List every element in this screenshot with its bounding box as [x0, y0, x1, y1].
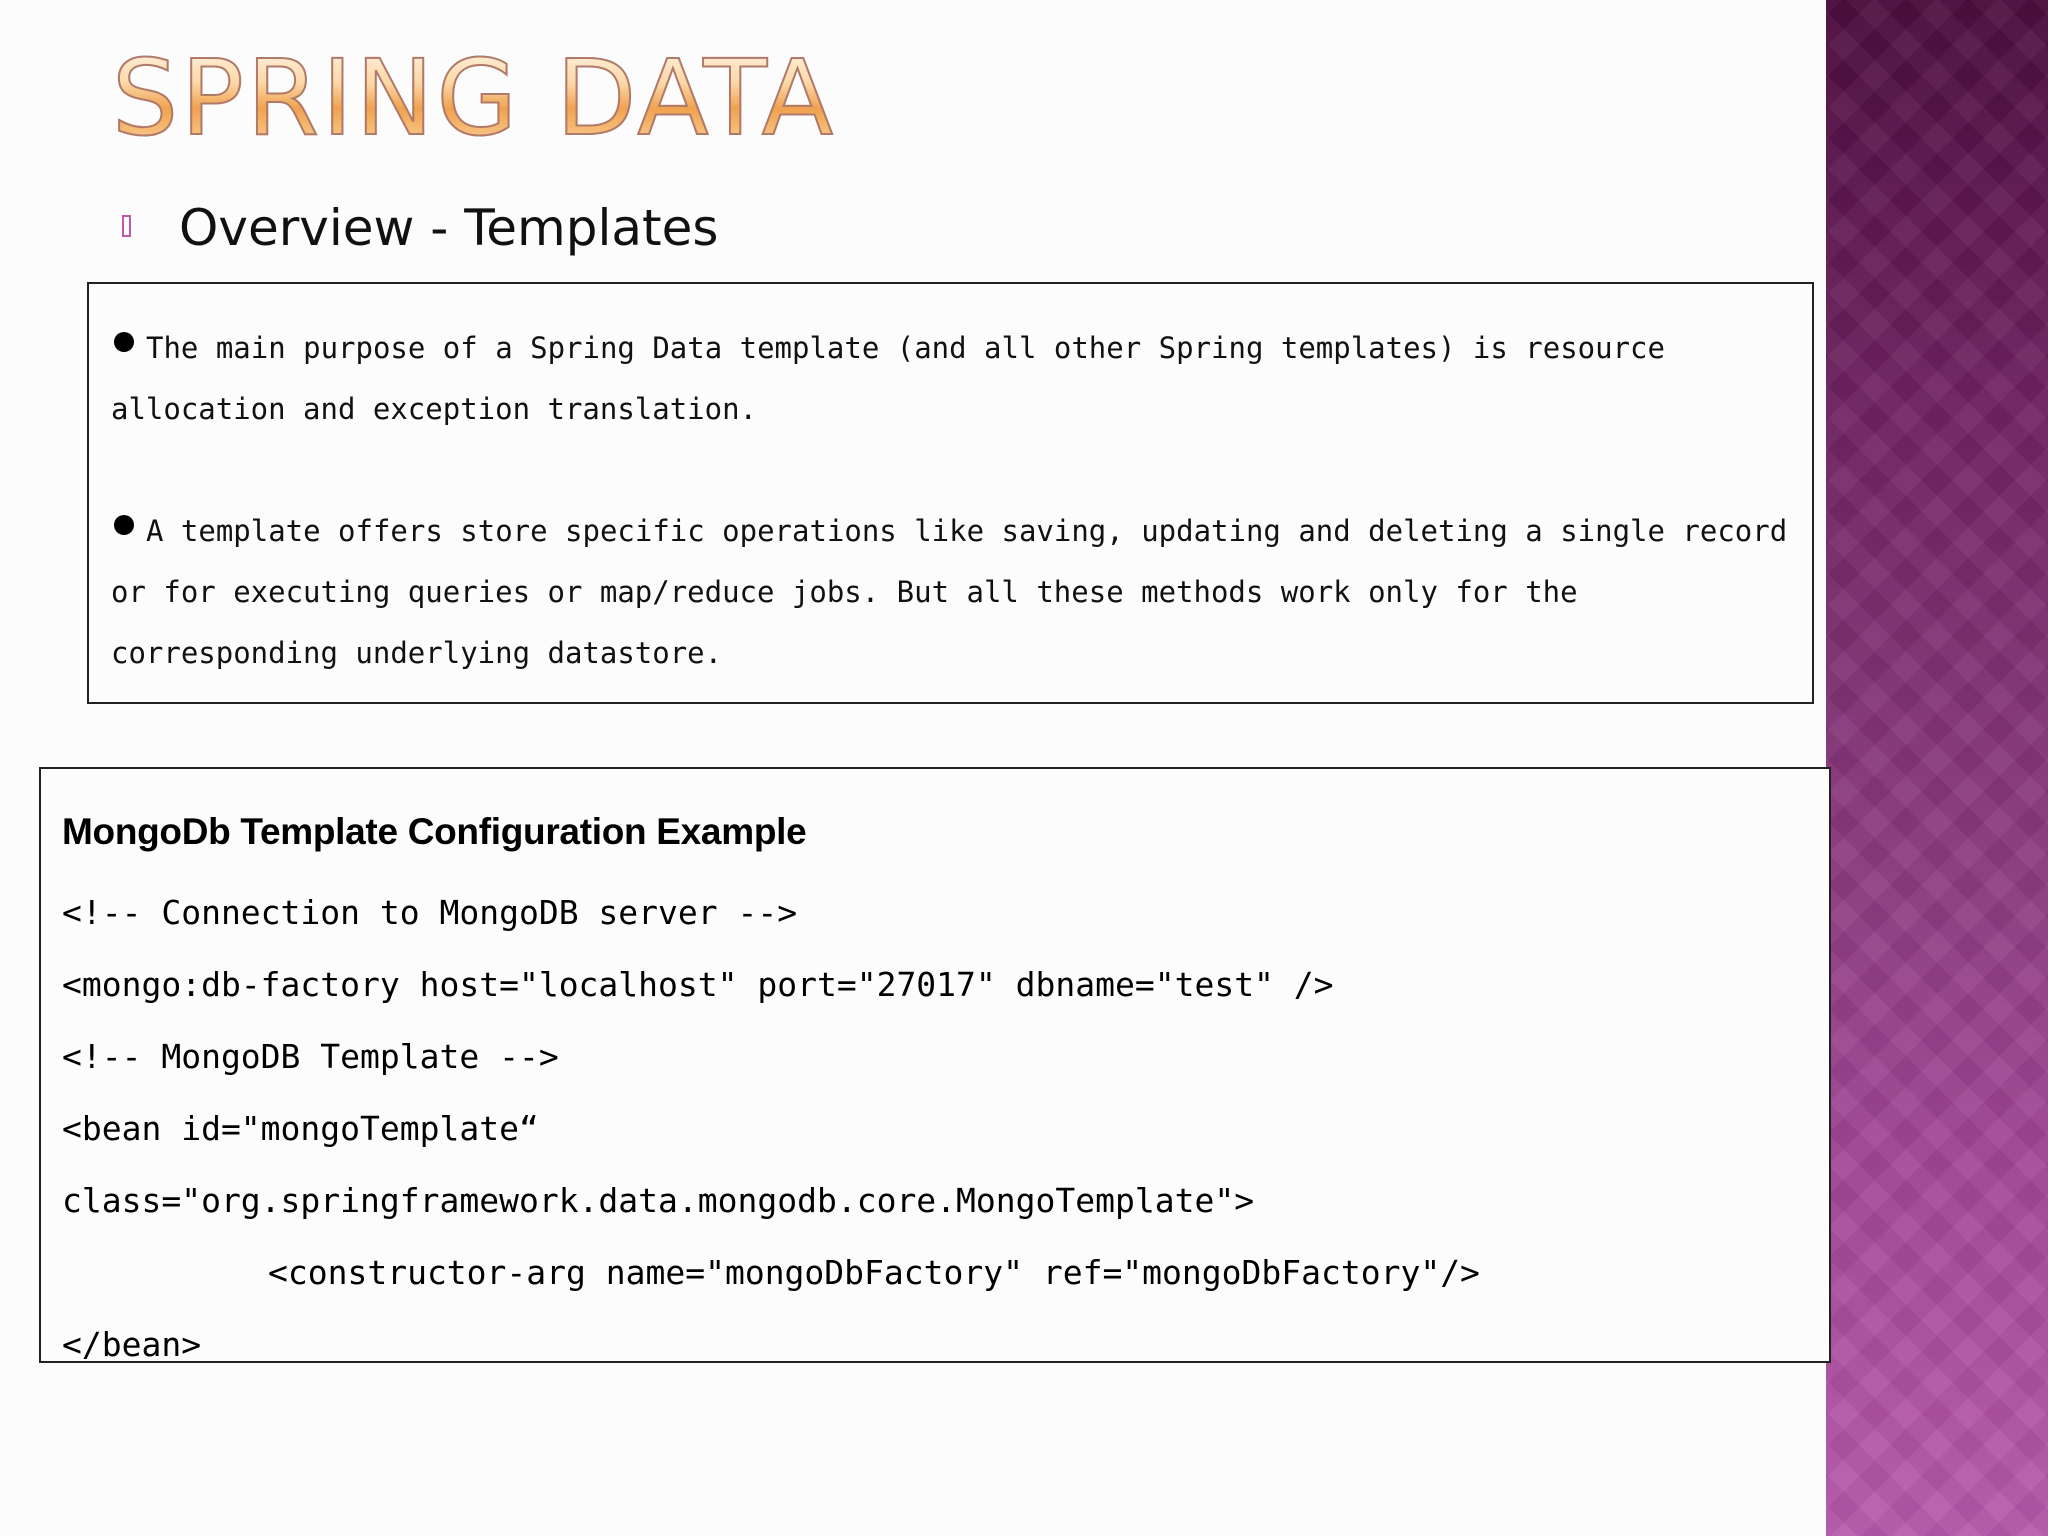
subtitle-bullet-icon [122, 215, 131, 237]
code-line: class="org.springframework.data.mongodb.core.MongoTemplate"> [62, 1181, 1255, 1220]
overview-bullet-text: A template offers store specific operations like saving, updating and deleting a single record or for executing queries or map/reduce jobs. But all these methods work only for the corresponding underlying datastore. [111, 514, 1788, 670]
code-line: <constructor-arg name="mongoDbFactory" ref="mongoDbFactory"/> [268, 1253, 1480, 1292]
slide-subtitle: Overview - Templates [179, 199, 719, 257]
overview-bullet [111, 501, 1792, 684]
bullet-dot-icon [114, 332, 134, 352]
slide-title: SPRING DATA [112, 37, 837, 159]
code-line: <!-- MongoDB Template --> [62, 1037, 559, 1076]
overview-bullet-text: The main purpose of a Spring Data template (and all other Spring templates) is resource allocation and exception translation. [111, 331, 1665, 426]
code-example-heading: MongoDb Template Configuration Example [62, 811, 807, 852]
overview-text-box [87, 282, 1814, 704]
overview-bullet [111, 318, 1792, 440]
code-line: <bean id="mongoTemplate“ [62, 1109, 539, 1148]
code-line: <!-- Connection to MongoDB server --> [62, 893, 798, 932]
code-line: <mongo:db-factory host="localhost" port="27017" dbname="test" /> [62, 965, 1334, 1004]
subtitle-row [122, 196, 718, 260]
decorative-side-band [1826, 0, 2048, 1536]
code-example-box [39, 767, 1831, 1363]
code-line: </bean> [62, 1325, 202, 1364]
bullet-dot-icon [114, 515, 134, 535]
